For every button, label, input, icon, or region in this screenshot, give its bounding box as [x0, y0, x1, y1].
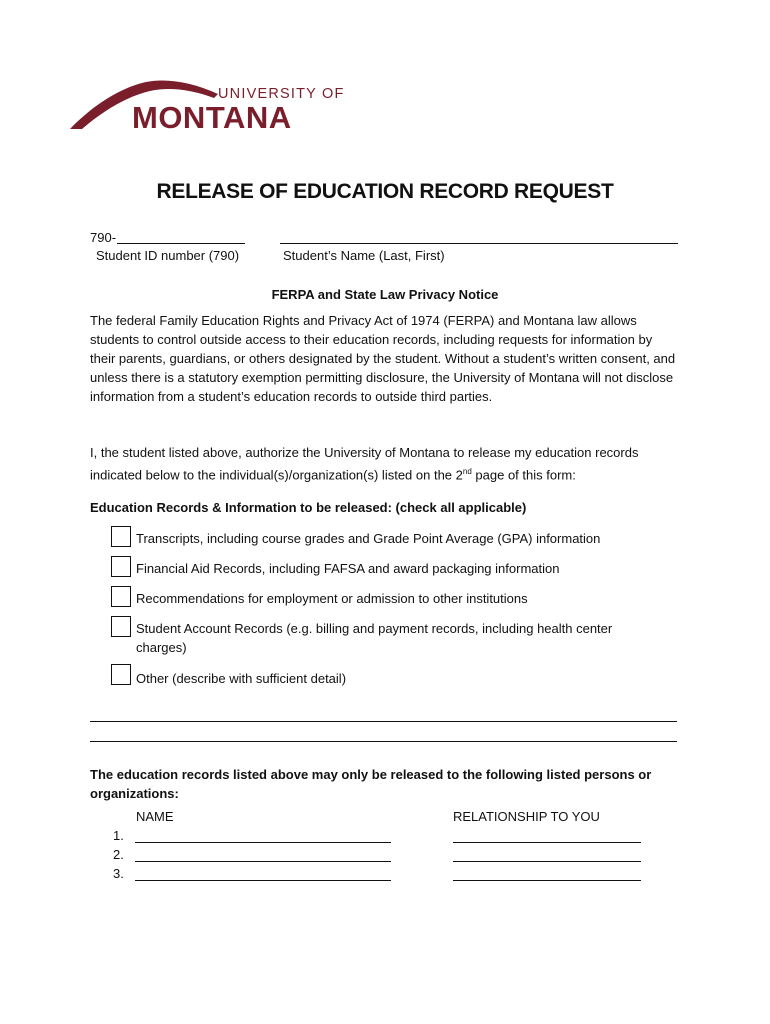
student-id-field[interactable]	[117, 243, 245, 244]
student-id-label: Student ID number (790)	[96, 248, 240, 263]
recipient-name-field-2[interactable]	[135, 861, 391, 862]
page-title: RELEASE OF EDUCATION RECORD REQUEST	[156, 180, 614, 203]
notice-heading: FERPA and State Law Privacy Notice	[271, 287, 499, 302]
authorization-superscript: nd	[462, 467, 472, 476]
other-description-line-2[interactable]	[90, 741, 677, 742]
authorization-text	[90, 443, 680, 484]
other-checkbox[interactable]	[111, 664, 131, 685]
other-description-line-1[interactable]	[90, 721, 677, 722]
relationship-column-header: RELATIONSHIP TO YOU	[453, 809, 600, 824]
recipient-number-2: 2.	[113, 847, 124, 862]
name-column-header: NAME	[136, 809, 174, 824]
transcripts-checkbox[interactable]	[111, 526, 131, 547]
authorization-text-after: page of this form:	[471, 467, 576, 483]
other-label: Other (describe with sufficient detail)	[136, 671, 347, 686]
recipient-name-field-1[interactable]	[135, 842, 391, 843]
recommendations-label: Recommendations for employment or admission to other institutions	[136, 591, 528, 606]
recipients-heading: The education records listed above may only be released to the following listed persons or organizations:	[90, 767, 652, 801]
authorization-text-before: I, the student listed above, authorize the University of Montana to release my education records indicated below to the individual(s)/organization(s) listed on the 2	[90, 445, 639, 483]
recipient-relationship-field-2[interactable]	[453, 861, 641, 862]
transcripts-label: Transcripts, including course grades and Grade Point Average (GPA) information	[136, 531, 601, 546]
student-name-label: Student’s Name (Last, First)	[283, 248, 445, 263]
recipient-relationship-field-1[interactable]	[453, 842, 641, 843]
student-id-prefix: 790-	[90, 230, 117, 245]
notice-body: The federal Family Education Rights and Privacy Act of 1974 (FERPA) and Montana law allows students to control outside access to their education records, including requests for information by their parents, guardians, or others designated by the student. Without a student’s written consent, and unless there is a statutory exemption permitting disclosure, the University of Montana will not disclose information from a student’s education records to outside third parties.	[90, 313, 676, 404]
recipient-number-1: 1.	[113, 828, 124, 843]
financial-aid-checkbox[interactable]	[111, 556, 131, 577]
university-logo	[68, 78, 345, 138]
logo-montana: MONTANA	[132, 100, 292, 135]
recipient-relationship-field-3[interactable]	[453, 880, 641, 881]
recipient-name-field-3[interactable]	[135, 880, 391, 881]
student-account-checkbox[interactable]	[111, 616, 131, 637]
records-heading: Education Records & Information to be released: (check all applicable)	[90, 500, 527, 515]
logo-university-of: UNIVERSITY OF	[218, 86, 345, 102]
student-account-label: Student Account Records (e.g. billing and payment records, including health center charges)	[136, 621, 613, 655]
financial-aid-label: Financial Aid Records, including FAFSA and award packaging information	[136, 561, 560, 576]
student-name-field[interactable]	[280, 243, 678, 244]
recommendations-checkbox[interactable]	[111, 586, 131, 607]
recipient-number-3: 3.	[113, 866, 124, 881]
